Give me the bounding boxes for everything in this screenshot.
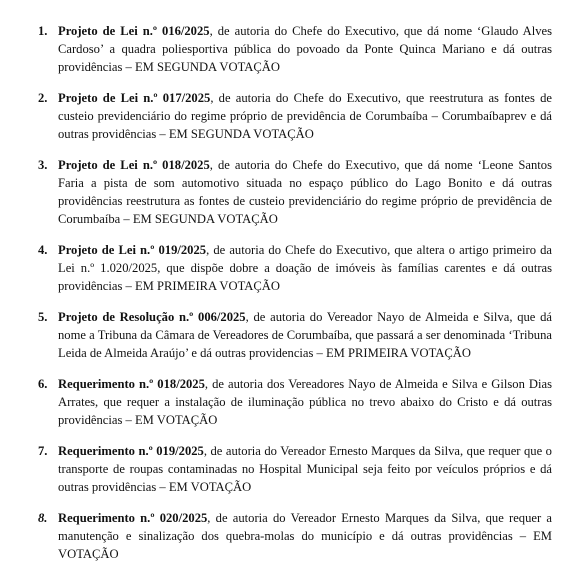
item-title: Requerimento n.º 019/2025 — [58, 444, 204, 458]
item-description: , de autoria do Vereador Ernesto Marques da Silva, que requer a manutenção e sinalização dos quebra-molas do município e dá outras providências – EM VOTAÇÃO — [58, 511, 552, 561]
item-title: Projeto de Resolução n.º 006/2025 — [58, 310, 246, 324]
agenda-item-2 — [0, 89, 577, 143]
agenda-item-6 — [0, 375, 577, 429]
item-title: Requerimento n.º 020/2025 — [58, 511, 208, 525]
item-description: , de autoria do Chefe do Executivo, que altera o artigo primeiro da Lei n.º 1.020/2025, que dispõe dobre a doação de imóveis às famílias carentes e dá outras providências – EM PRIMEIRA VOTAÇÃO — [58, 243, 552, 293]
item-number: 1. — [38, 24, 48, 38]
item-number: 4. — [38, 243, 48, 257]
item-title: Projeto de Lei n.º 018/2025 — [58, 158, 210, 172]
item-number: 5. — [38, 310, 48, 324]
item-description: , de autoria do Vereador Nayo de Almeida e Silva, que dá nome a Tribuna da Câmara de Vereadores de Corumbaíba, que passará a ser denominada ‘Tribuna Leida de Almeida Araújo’ e dá outras providencias – EM PRIMEIRA VOTAÇÃO — [58, 310, 552, 360]
item-description: , de autoria do Vereador Ernesto Marques da Silva, que requer que o transporte de roupas contaminadas no Hospital Municipal seja feito por veículos próprios e dá outras providências – EM VOTAÇÃO — [58, 444, 552, 494]
item-number: 2. — [38, 91, 48, 105]
item-number: 8. — [38, 511, 48, 525]
item-number: 3. — [38, 158, 48, 172]
item-description: , de autoria do Chefe do Executivo, que dá nome ‘Leone Santos Faria a pista de som automotivo situada no espaço público do Lago Bonito e dá outras providências reestrutura as fontes de custeio previdenciário do regime próprio de previdência de Corumbaíba – EM SEGUNDA VOTAÇÃO — [58, 158, 552, 226]
item-title: Projeto de Lei n.º 019/2025 — [58, 243, 207, 257]
agenda-item-7 — [0, 442, 577, 496]
item-title: Projeto de Lei n.º 017/2025 — [58, 91, 211, 105]
agenda-list — [0, 22, 577, 576]
agenda-item-3 — [0, 156, 577, 228]
item-description: , de autoria do Chefe do Executivo, que dá nome ‘Glaudo Alves Cardoso’ a quadra poliesportiva pública do povoado da Ponte Quinca Mariano e dá outras providências – EM SEGUNDA VOTAÇÃO — [58, 24, 552, 74]
item-number: 7. — [38, 444, 48, 458]
agenda-item-5 — [0, 308, 577, 362]
item-title: Requerimento n.º 018/2025 — [58, 377, 205, 391]
item-title: Projeto de Lei n.º 016/2025 — [58, 24, 210, 38]
agenda-item-4 — [0, 241, 577, 295]
agenda-item-8 — [0, 509, 577, 563]
item-description: , de autoria dos Vereadores Nayo de Almeida e Silva e Gilson Dias Arrates, que requer a instalação de iluminação pública no trevo abaixo do Cristo e dá outras providências – EM VOTAÇÃO — [58, 377, 552, 427]
agenda-item-1 — [0, 22, 577, 76]
item-number: 6. — [38, 377, 48, 391]
item-description: , de autoria do Chefe do Executivo, que reestrutura as fontes de custeio previdenciário do regime próprio de previdência de Corumbaíba – Corumbaíbaprev e dá outras providências – EM SEGUNDA VOTAÇÃO — [58, 91, 552, 141]
